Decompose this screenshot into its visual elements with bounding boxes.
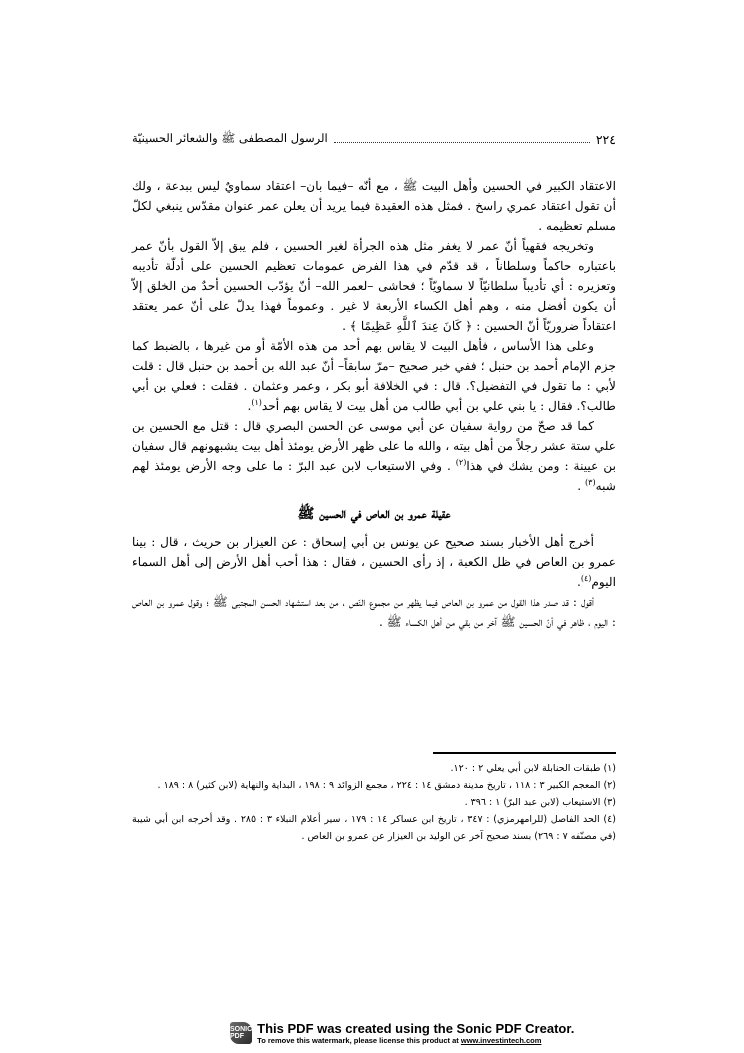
investintech-link[interactable]: www.investintech.com — [460, 1035, 542, 1045]
running-title: الرسول المصطفى ﷺ والشعائر الحسينيّة — [132, 130, 328, 145]
footnote-1: (١) طبقات الحنابلة لابن أبي يعلي ٢ : ١٢٠. — [450, 763, 616, 774]
footnote-ref[interactable]: (٤) — [580, 573, 592, 583]
paragraph: وتخريجه فقهياً أنّ عمر لا يغفر مثل هذه الجرأة لغير الحسين ، فلم يبق إلاّ القول بأنّ عمر باعتباره حاكماً وسلطاناً ، قد قدّم في هذا الفرض عمومات تعظيم الحسين على أدلّة تأديبه وتعزيره : أي تأديباً سلطانيّاً لا سماويّاً ؛ فحاشى –لعمر الله– أنّ يؤدّب الحسين أحدٌ من الخلق إلاّ أن يكون أفضل منه ، وهم أهل الكساء الأربعة لا غير . وعموماً فهذا يدلّ على أنّ عمر يعتقد اعتقاداً ضروريّاً أنّ الحسين : ﴿ كَانَ عِندَ ٱللَّهِ عَظِيمًا ﴾ . — [132, 239, 616, 333]
sonic-pdf-logo-icon: SONIC PDF — [230, 1022, 252, 1044]
paragraph: أقول : قد صدر هذا القول من عمرو بن العاص فيما يظهر من مجموع النّص ، من بعد استشهاد الحسن المجتبى ﷺ ؛ وقول عمرو بن العاص : اليوم ، ظاهر في أنّ الحسين ﷺ آخر من بقي من أهل الكساء ﷺ . — [132, 595, 616, 629]
pdf-watermark — [230, 1018, 575, 1048]
header-dot-leader — [334, 142, 590, 143]
footnote-ref[interactable]: (٣) — [585, 477, 596, 487]
footnote-4: (٤) الحد الفاصل (للرامهرمزي) : ٣٤٧ ، تاريخ ابن عساكر ١٤ : ١٧٩ ، سير أعلام النبلاء ٣ : ٢٨٥ . وقد أخرجه ابن أبي شيبة (في مصنّفه ٧ : ٢٦٩) بسند صحيح آخر عن الوليد بن العيزار عن عمرو بن العاص . — [132, 814, 616, 842]
footnote-ref[interactable]: (١) — [251, 397, 262, 407]
paragraph: الاعتقاد الكبير في الحسين وأهل البيت ﷺ ، مع أنّه –فيما بان– اعتقاد سماويٌ ليس ببدعة ، ولك أن تقول اعتقاد عمري راسخ . فمثل هذه العقيدة فيما يريد أن يعلن عمر عنوان مقدّس ينبغي لكلّ مسلم تعظيمه . — [132, 179, 616, 233]
main-text — [132, 176, 616, 632]
paragraph: كما قد صحّ من رواية سفيان عن أبي موسى عن الحسن البصري قال : قتل مع الحسين بن علي ستة عشر رجلاً من أهل بيته ، والله ما على ظهر الأرض يومئذ أهل بيت يشبهونهم قال سفيان بن عيينة : ومن يشك في هذا$^{(٢)}$ . وفي الاستيعاب لابن عبد البرّ : ما على وجه الأرض يومئذ لهم شبه$^{(٣)}$ . — [132, 419, 616, 493]
paragraph: وعلى هذا الأساس ، فأهل البيت لا يقاس بهم أحد من هذه الأمّة أو من غيرها ، بالضبط كما جزم الإمام أحمد بن حنبل ؛ ففي خبر صحيح –مرّ سابقاً– أنّ عبد الله بن أحمد بن حنبل قال : قلت لأبي : ما تقول في التفضيل؟. قال : في الخلافة أبو بكر ، وعمر وعثمان . فقلت : فعلي بن أبي طالب؟. فقال : يا بني علي بن أبي طالب من أهل بيت لا يقاس بهم أحد$^{(١)}$. — [132, 339, 616, 413]
running-header — [132, 128, 616, 150]
page-number: ٢٢٤ — [595, 131, 616, 147]
footnote-ref[interactable]: (٢) — [455, 457, 467, 467]
section-heading: عقيلة عمرو بن العاص في الحسين ﷺ — [297, 506, 451, 522]
footnote-3: (٣) الاستيعاب (لابن عبد البرّ) ١ : ٣٩٦ . — [464, 797, 616, 808]
footnote-separator — [433, 752, 616, 754]
watermark-title: This PDF was created using the Sonic PDF Creator. — [257, 1020, 575, 1036]
footnote-2: (٢) المعجم الكبير ٣ : ١١٨ ، تاريخ مدينة دمشق ١٤ : ٢٢٤ ، مجمع الزوائد ٩ : ١٩٨ ، البداية والنهاية (لابن كثير) ٨ : ١٨٩ . — [157, 780, 616, 791]
watermark-subtitle: To remove this watermark, please license this product at www.investintech.com — [257, 1035, 542, 1045]
footnotes — [132, 760, 616, 845]
paragraph: أخرج أهل الأخبار بسند صحيح عن يونس بن أبي إسحاق : عن العيزار بن حريث ، قال : بينا عمرو بن العاص في ظل الكعبة ، إذ رأى الحسين ، فقال : هذا أحب أهل الأرض إلى أهل السماء اليوم$^{(٤)}$. — [132, 535, 616, 589]
